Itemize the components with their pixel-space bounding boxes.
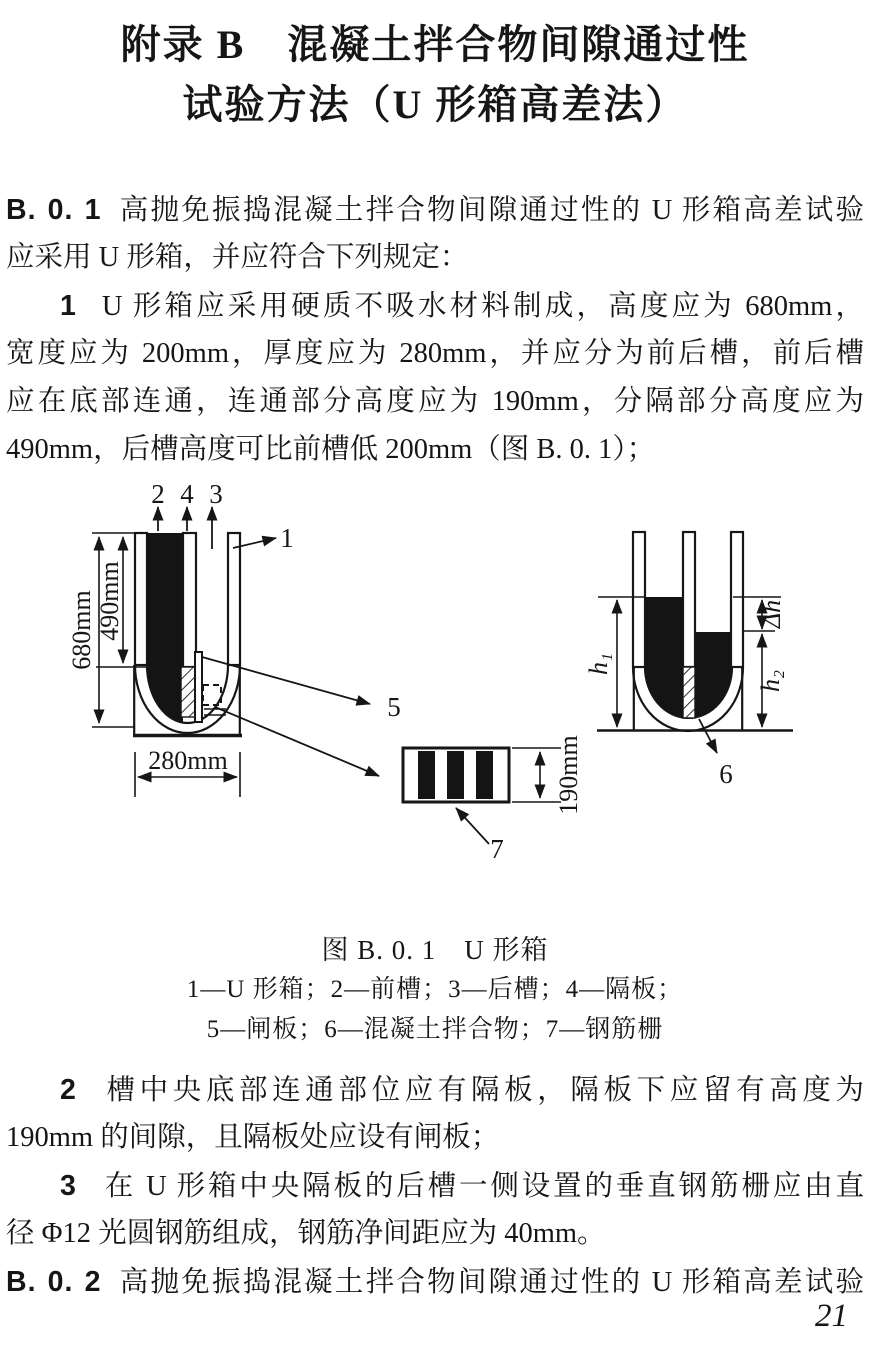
item3-line1 bbox=[6, 1162, 864, 1210]
result-right-wall bbox=[731, 532, 743, 667]
result-middle-wall bbox=[683, 532, 695, 667]
callout-3-label: 3 bbox=[209, 479, 223, 509]
item1-line4: 490mm，后槽高度可比前槽低 200mm（图 B. 0. 1）； bbox=[6, 434, 656, 465]
figure-legend-line2: 5—闸板；6—混凝土拌合物；7—钢筋栅 bbox=[206, 1016, 664, 1043]
grille-bar-2 bbox=[447, 751, 464, 799]
item3-number: 3 bbox=[60, 1170, 76, 1202]
item2-line1 bbox=[6, 1066, 864, 1114]
clause-b01-text: 高抛免振捣混凝土拌合物间隙通过性的 U 形箱高差试验 bbox=[117, 195, 864, 226]
clause-b01-number: B. 0. 1 bbox=[6, 194, 102, 226]
gate-plate bbox=[195, 652, 202, 722]
figure-legend-line1: 1—U 形箱；2—前槽；3—后槽；4—隔板； bbox=[186, 976, 684, 1003]
item1-number: 1 bbox=[60, 290, 76, 322]
grille-bar-3 bbox=[476, 751, 493, 799]
grille-hatched-zone bbox=[181, 667, 195, 717]
dim-280-label: 280mm bbox=[148, 746, 228, 775]
ubox-result-view bbox=[597, 532, 793, 753]
item3-line2: 径 Φ12 光圆钢筋组成，钢筋净间距应为 40mm。 bbox=[6, 1218, 606, 1249]
clause-b01-line2: 应采用 U 形箱，并应符合下列规定： bbox=[6, 242, 469, 273]
dim-680-label: 680mm bbox=[67, 590, 96, 670]
dim-h1-label: h₁ bbox=[584, 652, 613, 676]
callout-6-label: 6 bbox=[719, 759, 733, 789]
item3-text1: 在 U 形箱中央隔板的后槽一侧设置的垂直钢筋栅应由直 bbox=[101, 1171, 864, 1202]
grille-bar-1 bbox=[418, 751, 435, 799]
ubox-left-wall bbox=[135, 533, 147, 665]
dim-h2-label: h₂ bbox=[756, 669, 785, 693]
ubox-right-wall bbox=[228, 533, 240, 665]
clause-b02-text: 高抛免振捣混凝土拌合物间隙通过性的 U 形箱高差试验 bbox=[117, 1267, 864, 1298]
callout-7-label: 7 bbox=[490, 834, 504, 864]
title-line-1: 附录 B 混凝土拌合物间隙通过性 bbox=[120, 22, 750, 67]
clause-lower-block bbox=[0, 1066, 870, 1306]
rebar-grille-detail bbox=[403, 748, 561, 844]
dim-190-label: 190mm bbox=[554, 735, 583, 815]
callout-4-label: 4 bbox=[180, 479, 194, 509]
item2-line2: 190mm 的间隙，且隔板处应设有闸板； bbox=[6, 1122, 500, 1153]
item1-line3: 应在底部连通，连通部分高度应为 190mm，分隔部分高度应为 bbox=[6, 386, 864, 417]
result-left-wall bbox=[633, 532, 645, 667]
item1-line2: 宽度应为 200mm，厚度应为 280mm，并应分为前后槽，前后槽 bbox=[6, 338, 864, 369]
callout-2-label: 2 bbox=[151, 479, 165, 509]
item2-number: 2 bbox=[60, 1074, 76, 1106]
clause-b02-line1 bbox=[6, 1258, 864, 1306]
page-number: 21 bbox=[815, 1298, 848, 1334]
item2-text1: 槽中央底部连通部位应有隔板，隔板下应留有高度为 bbox=[101, 1075, 864, 1106]
ubox-section-view bbox=[92, 507, 379, 797]
callout-5-label: 5 bbox=[387, 692, 401, 722]
title-line-2: 试验方法（U 形箱高差法） bbox=[182, 82, 688, 127]
dim-490-label: 490mm bbox=[95, 561, 124, 641]
dim-dh-label: Δh bbox=[757, 599, 786, 629]
callout-1-label: 1 bbox=[280, 523, 294, 553]
figure-caption: 图 B. 0. 1 U 形箱 bbox=[321, 935, 549, 965]
ubox-partition-plate bbox=[183, 533, 196, 667]
item1-text1: U 形箱应采用硬质不吸水材料制成，高度应为 680mm， bbox=[101, 291, 864, 322]
result-hatched-partition bbox=[683, 667, 695, 718]
clause-b02-number: B. 0. 2 bbox=[6, 1266, 102, 1298]
callout-7-arrow bbox=[456, 808, 489, 844]
